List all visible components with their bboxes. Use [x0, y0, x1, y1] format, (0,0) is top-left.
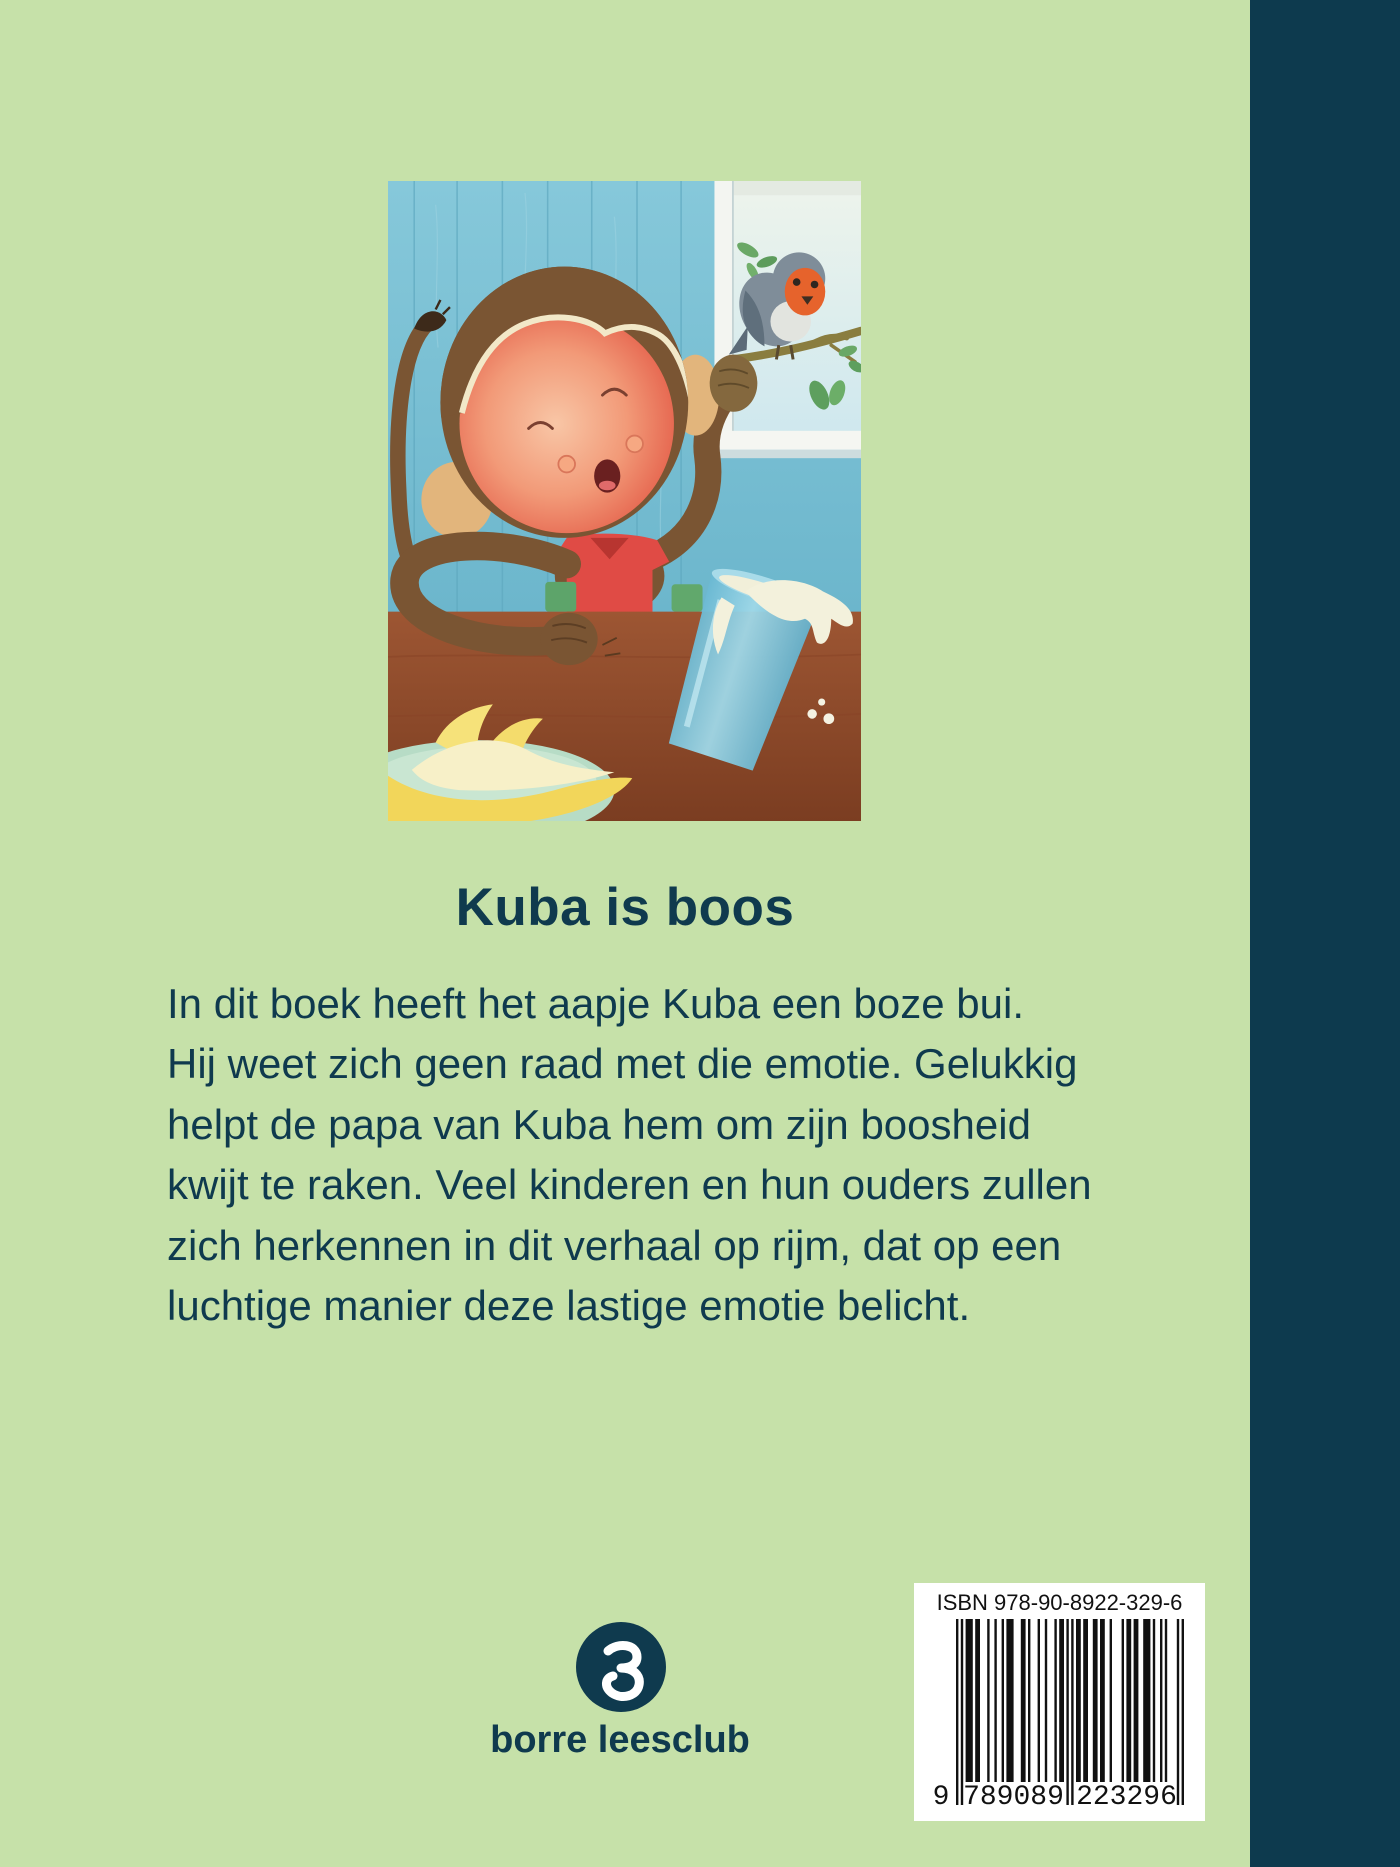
- barcode-bar: [1165, 1619, 1167, 1782]
- cover-illustration: [388, 181, 861, 821]
- publisher-name: borre leesclub: [490, 1719, 750, 1761]
- barcode-bar: [1177, 1619, 1179, 1805]
- barcode-bar: [975, 1619, 980, 1782]
- barcode-bar: [1093, 1619, 1098, 1782]
- barcode-bar: [1100, 1619, 1105, 1782]
- green-block: [545, 582, 576, 612]
- barcode-bar: [1182, 1619, 1184, 1805]
- blurb-line: helpt de papa van Kuba hem om zijn boosheid: [167, 1100, 1031, 1148]
- monkey-right-fist: [710, 355, 758, 412]
- blurb-line: In dit boek heeft het aapje Kuba een boze bui.: [167, 980, 1025, 1027]
- barcode-bar: [1110, 1619, 1112, 1782]
- barcode-bar: [1083, 1619, 1088, 1782]
- barcode-bar: [1153, 1619, 1155, 1782]
- green-block: [672, 584, 703, 611]
- book-spine: [1250, 0, 1400, 1867]
- barcode-bar: [1059, 1619, 1064, 1782]
- blurb-line: zich herkennen in dit verhaal op rijm, dat op een: [167, 1221, 1062, 1269]
- barcode-bar: [987, 1619, 989, 1782]
- barcode-bar: [994, 1619, 996, 1782]
- barcode-bar: [1028, 1619, 1030, 1782]
- monkey-mouth: [594, 459, 620, 492]
- barcode-bar: [1054, 1619, 1056, 1782]
- barcode-bar: [961, 1619, 963, 1805]
- borre-logo-icon: [575, 1621, 667, 1713]
- illustration-svg: [388, 181, 861, 821]
- book-title: Kuba is boos: [455, 878, 795, 937]
- barcode-bar: [956, 1619, 958, 1805]
- barcode-left-digits: 789089: [963, 1782, 1064, 1813]
- isbn-label: ISBN 978-90-8922-329-6: [936, 1590, 1183, 1615]
- blurb-line: luchtige manier deze lastige emotie belicht.: [167, 1282, 971, 1330]
- monkey-left-cheek: [558, 456, 575, 473]
- barcode-bar: [1160, 1619, 1162, 1782]
- barcode-bar: [1134, 1619, 1139, 1782]
- barcode-bar: [1006, 1619, 1013, 1782]
- barcode-first-digit: 9: [932, 1782, 950, 1813]
- barcode-bar: [1038, 1619, 1040, 1782]
- barcode-bars: [956, 1619, 1184, 1805]
- blurb-line: kwijt te raken. Veel kinderen en hun ouders zullen: [167, 1161, 1092, 1209]
- barcode-bar: [966, 1619, 973, 1782]
- monkey-left-fist: [541, 613, 598, 665]
- barcode-bar: [1066, 1619, 1068, 1805]
- blurb-line: Hij weet zich geen raad met die emotie. Gelukkig: [167, 1040, 1078, 1088]
- barcode-bar: [1021, 1619, 1026, 1782]
- barcode-bar: [1126, 1619, 1131, 1782]
- isbn-barcode: [914, 1583, 1205, 1821]
- monkey-right-cheek: [626, 436, 643, 453]
- book-blurb: [167, 974, 1217, 1336]
- barcode-bar: [1045, 1619, 1047, 1782]
- barcode-bar: [1002, 1619, 1004, 1782]
- barcode-right-digits: 223296: [1076, 1782, 1177, 1813]
- barcode-bar: [1071, 1619, 1073, 1805]
- barcode-bar: [1076, 1619, 1081, 1782]
- barcode-bar: [1143, 1619, 1150, 1782]
- barcode-bar: [1122, 1619, 1124, 1782]
